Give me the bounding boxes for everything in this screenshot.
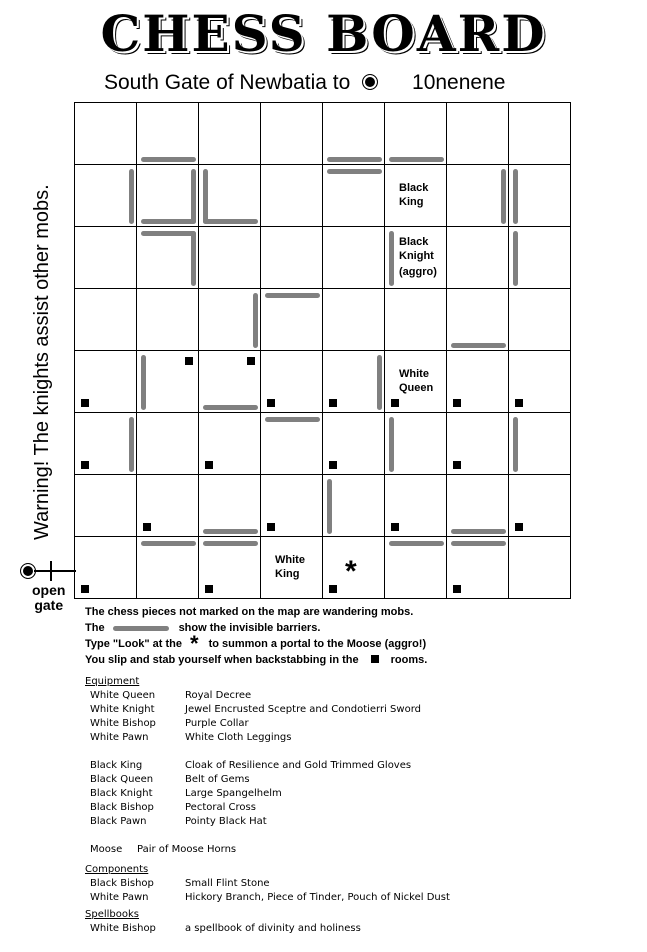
backstab-room-marker	[515, 399, 523, 407]
piece-label-line: King	[275, 568, 300, 580]
barrier-top	[265, 417, 320, 422]
backstab-room-marker	[329, 461, 337, 469]
piece-label	[399, 181, 428, 209]
barrier-left	[389, 417, 394, 472]
note-barriers	[85, 620, 427, 636]
page-title: CHESS BOARD	[100, 4, 547, 63]
piece-label-line: Black	[399, 236, 429, 248]
backstab-room-marker	[391, 523, 399, 531]
board-room	[260, 102, 323, 165]
route-origin: South Gate of Newbatia to	[104, 71, 351, 94]
board-room	[136, 288, 199, 351]
spellbooks-heading: Spellbooks	[85, 909, 139, 920]
route-destination: 10nenene	[412, 71, 506, 94]
piece-label-line: King	[399, 196, 424, 208]
piece-label-line: Black	[399, 182, 429, 194]
square-icon	[371, 655, 379, 663]
equipment-piece: Black Bishop	[90, 802, 154, 813]
backstab-room-marker	[267, 523, 275, 531]
piece-label-line: White	[275, 554, 305, 566]
barrier-top	[389, 541, 444, 546]
note-portal-post: to summon a portal to the Moose (aggro!)	[208, 638, 427, 650]
gate-label-line1: open	[32, 582, 66, 598]
board-room	[198, 102, 261, 165]
barrier-right	[377, 355, 382, 410]
note-backstab-pre: You slip and stab yourself when backstabbing in the	[85, 654, 359, 666]
board-room	[74, 102, 137, 165]
equipment-item: Pointy Black Hat	[185, 816, 267, 827]
note-backstab	[85, 652, 427, 668]
chess-board-map	[75, 103, 571, 599]
barrier-bottom	[141, 219, 196, 224]
barrier-left	[203, 169, 208, 224]
barrier-top	[265, 293, 320, 298]
backstab-room-marker	[81, 399, 89, 407]
equipment-item: Pair of Moose Horns	[137, 844, 237, 855]
backstab-room-marker	[81, 461, 89, 469]
equipment-item: Belt of Gems	[185, 774, 250, 785]
board-room	[508, 102, 571, 165]
backstab-room-marker	[247, 357, 255, 365]
equipment-piece: White Queen	[90, 690, 156, 701]
barrier-left	[389, 231, 394, 286]
backstab-room-marker	[391, 399, 399, 407]
board-room	[74, 288, 137, 351]
board-room	[260, 226, 323, 289]
barrier-bottom	[451, 343, 506, 348]
backstab-room-marker	[185, 357, 193, 365]
backstab-room-marker	[329, 399, 337, 407]
barrier-top	[141, 231, 196, 236]
board-room	[136, 164, 199, 227]
board-room	[446, 102, 509, 165]
equipment-item: Jewel Encrusted Sceptre and Condotierri Sword	[185, 704, 421, 715]
board-room	[384, 102, 447, 165]
barrier-right	[129, 417, 134, 472]
piece-label-line: (aggro)	[399, 266, 437, 278]
backstab-room-marker	[453, 585, 461, 593]
piece-label	[275, 553, 305, 581]
backstab-room-marker	[143, 523, 151, 531]
barrier-left	[327, 479, 332, 534]
barrier-right	[253, 293, 258, 348]
portal-circle-icon	[362, 74, 378, 90]
barrier-bottom	[141, 157, 196, 162]
board-room	[322, 102, 385, 165]
board-room	[74, 226, 137, 289]
board-room	[322, 288, 385, 351]
backstab-room-marker	[329, 585, 337, 593]
backstab-room-marker	[205, 585, 213, 593]
equipment-piece: White Pawn	[90, 732, 149, 743]
backstab-room-marker	[205, 461, 213, 469]
barrier-bottom	[203, 219, 258, 224]
backstab-room-marker	[453, 461, 461, 469]
board-room	[198, 474, 261, 537]
barrier-left	[513, 169, 518, 224]
component-item: Hickory Branch, Piece of Tinder, Pouch of Nickel Dust	[185, 892, 450, 903]
equipment-heading: Equipment	[85, 676, 140, 687]
barrier-legend-icon	[113, 626, 169, 631]
piece-label-line: White	[399, 368, 429, 380]
component-piece: White Pawn	[90, 892, 149, 903]
board-room	[198, 226, 261, 289]
barrier-right	[191, 169, 196, 224]
backstab-room-marker	[453, 399, 461, 407]
piece-label	[399, 367, 433, 395]
board-room	[446, 164, 509, 227]
component-piece: Black Bishop	[90, 878, 154, 889]
barrier-right	[129, 169, 134, 224]
map-notes	[85, 604, 427, 668]
piece-label-line: Queen	[399, 382, 434, 394]
equipment-piece: Black Knight	[90, 788, 153, 799]
route-subtitle	[104, 70, 505, 96]
note-backstab-post: rooms.	[390, 654, 428, 666]
board-room	[508, 288, 571, 351]
barrier-top	[203, 541, 258, 546]
note-barriers-pre: The	[85, 622, 105, 634]
equipment-item: Royal Decree	[185, 690, 252, 701]
equipment-piece: Black Queen	[90, 774, 154, 785]
barrier-top	[327, 169, 382, 174]
gate-label-line2: gate	[34, 597, 64, 613]
backstab-room-marker	[267, 399, 275, 407]
board-room	[446, 288, 509, 351]
equipment-piece: White Knight	[90, 704, 155, 715]
spellbook-piece: White Bishop	[90, 923, 156, 934]
component-item: Small Flint Stone	[185, 878, 270, 889]
barrier-bottom	[203, 529, 258, 534]
barrier-bottom	[327, 157, 382, 162]
board-room	[446, 226, 509, 289]
barrier-top	[141, 541, 196, 546]
spellbook-item: a spellbook of divinity and holiness	[185, 923, 361, 934]
equipment-item: Cloak of Resilience and Gold Trimmed Gloves	[185, 760, 412, 771]
equipment-piece: White Bishop	[90, 718, 156, 729]
portal-asterisk-icon: *	[345, 555, 357, 588]
note-portal-pre: Type "Look" at the	[85, 638, 183, 650]
barrier-left	[513, 417, 518, 472]
barrier-left	[141, 355, 146, 410]
board-room	[260, 164, 323, 227]
asterisk-icon: *	[190, 631, 199, 657]
board-room	[384, 288, 447, 351]
board-room	[136, 412, 199, 475]
gate-tick-icon	[50, 561, 52, 581]
note-barriers-post: show the invisible barriers.	[178, 622, 321, 634]
equipment-piece: Black King	[90, 760, 143, 771]
knights-warning: Warning! The knights assist other mobs.	[31, 184, 53, 540]
piece-label-line: Knight	[399, 250, 434, 262]
board-room	[198, 288, 261, 351]
board-room	[74, 164, 137, 227]
equipment-item: White Cloth Leggings	[185, 732, 292, 743]
gate-path-line	[34, 570, 76, 572]
board-room	[508, 536, 571, 599]
equipment-item: Pectoral Cross	[185, 802, 256, 813]
equipment-item: Purple Collar	[185, 718, 249, 729]
components-heading: Components	[85, 864, 149, 875]
piece-label	[399, 235, 437, 279]
barrier-bottom	[389, 157, 444, 162]
barrier-right	[501, 169, 506, 224]
barrier-bottom	[451, 529, 506, 534]
board-room	[446, 474, 509, 537]
barrier-left	[513, 231, 518, 286]
board-room	[74, 474, 137, 537]
barrier-bottom	[203, 405, 258, 410]
barrier-top	[451, 541, 506, 546]
backstab-room-marker	[515, 523, 523, 531]
backstab-room-marker	[81, 585, 89, 593]
equipment-piece: Moose	[90, 844, 123, 855]
board-room	[136, 102, 199, 165]
barrier-right	[191, 231, 196, 286]
note-wandering-mobs: The chess pieces not marked on the map are wandering mobs.	[85, 606, 414, 618]
board-room	[322, 226, 385, 289]
equipment-piece: Black Pawn	[90, 816, 147, 827]
note-portal	[85, 631, 427, 657]
equipment-item: Large Spangelhelm	[185, 788, 282, 799]
open-gate-label	[32, 583, 65, 613]
